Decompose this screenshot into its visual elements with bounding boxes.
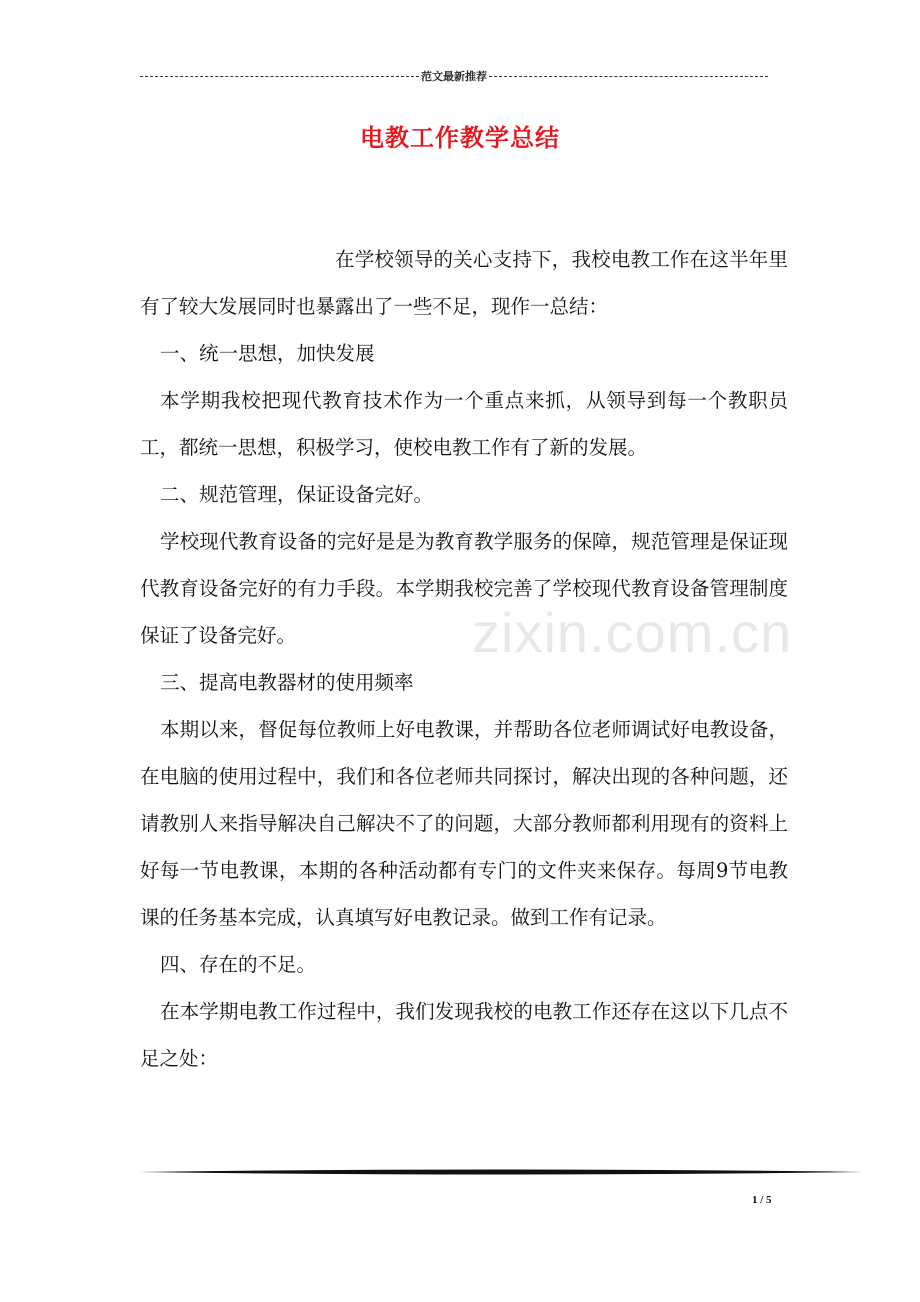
section-heading-1: 一、统一思想，加快发展 — [160, 342, 375, 365]
document-title: 电教工作教学总结 — [360, 123, 560, 152]
section-heading-3: 三、提高电教器材的使用频率 — [160, 671, 414, 694]
body-paragraph-4: 在本学期电教工作过程中，我们发现我校的电教工作还存在这以下几点不足之处： — [140, 1000, 788, 1070]
section-heading-4: 四、存在的不足。 — [160, 953, 317, 976]
header-dash-right — [489, 76, 768, 77]
body-paragraph-2: 学校现代教育设备的完好是是为教育教学服务的保障，规范管理是保证现代教育设备完好的有力手段。本学期我校完善了学校现代教育设备管理制度保证了设备完好。 — [140, 530, 788, 647]
page-number: 1 / 5 — [752, 1194, 772, 1206]
footer-rule — [140, 1168, 864, 1176]
top-header — [140, 66, 768, 86]
document-body — [140, 236, 788, 1082]
section-heading-2: 二、规范管理，保证设备完好。 — [160, 483, 434, 506]
watermark: zixin.com.cn — [472, 601, 793, 664]
body-paragraph-3: 本期以来，督促每位教师上好电教课，并帮助各位老师调试好电教设备，在电脑的使用过程中，我们和各位老师共同探讨，解决出现的各种问题，还请教别人来指导解决自己解决不了的问题，大部分教师都利用现有的资料上好每一节电教课，本期的各种活动都有专门的文件夹来保存。每周9节电教课的任务基本完成，认真填写好电教记录。做到工作有记录。 — [140, 718, 788, 929]
body-paragraph-1: 本学期我校把现代教育技术作为一个重点来抓，从领导到每一个教职员工，都统一思想，积极学习，使校电教工作有了新的发展。 — [140, 389, 788, 459]
header-dash-left — [140, 76, 419, 77]
intro-paragraph: 在学校领导的关心支持下，我校电教工作在这半年里有了较大发展同时也暴露出了一些不足，现作一总结： — [140, 248, 788, 318]
header-label: 范文最新推荐 — [421, 70, 487, 83]
